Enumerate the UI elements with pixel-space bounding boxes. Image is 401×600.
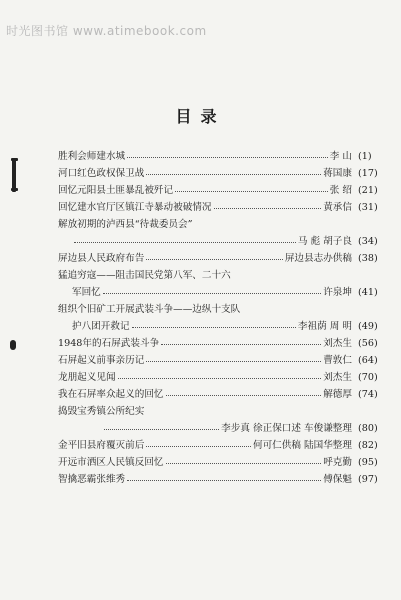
toc-entry <box>58 403 388 420</box>
binding-mark <box>10 340 16 350</box>
toc-entry-page: (49) <box>358 321 378 332</box>
toc-entry-title: 龙朋起义见闻 <box>58 372 116 383</box>
toc-entry-title: 屏边县人民政府布告 <box>58 253 145 264</box>
toc-entry-title: 我在石屏率众起义的回忆 <box>58 389 164 400</box>
toc-entry-title: 护八团开救记 <box>72 321 130 332</box>
toc-entry-page: (56) <box>358 338 378 349</box>
toc-leader-dots <box>118 377 322 379</box>
toc-entry-title: 胜利会师建水城 <box>58 151 126 162</box>
toc-entry-page: (64) <box>358 355 378 366</box>
page-title: 目录 <box>175 107 226 126</box>
toc-entry-author: 呼克勤 <box>323 457 352 468</box>
toc-leader-dots <box>214 207 322 209</box>
toc-leader-dots <box>127 479 321 481</box>
toc-leader-dots <box>103 292 321 294</box>
toc-entry <box>58 284 388 301</box>
toc-entry-title: 1948年的石屏武装斗争 <box>58 338 160 349</box>
toc-entry-author: 许泉坤 <box>323 287 352 298</box>
toc-leader-dots <box>74 241 296 243</box>
toc-entry <box>58 165 388 182</box>
toc-entry-title: 智擒恶霸张维秀 <box>58 474 126 485</box>
toc-entry-author: 曹敦仁 <box>323 355 352 366</box>
toc-entry-author: 刘杰生 <box>323 338 352 349</box>
toc-leader-dots <box>161 343 321 345</box>
toc-entry-author: 张 绍 <box>329 185 352 196</box>
toc-entry-page: (80) <box>358 423 378 434</box>
toc-entry-author: 傅保魁 <box>323 474 352 485</box>
toc-entry-title: 军回忆 <box>72 287 101 298</box>
binding-mark <box>11 188 18 191</box>
toc-entry <box>58 386 388 403</box>
toc-entry-title: 河口红色政权保卫战 <box>58 168 145 179</box>
table-of-contents <box>58 148 388 488</box>
toc-entry-author: 刘杰生 <box>323 372 352 383</box>
toc-leader-dots <box>146 258 283 260</box>
toc-entry <box>58 437 388 454</box>
toc-entry-author: 解德厚 <box>323 389 352 400</box>
toc-entry <box>58 267 388 284</box>
binding-mark <box>11 158 18 161</box>
toc-entry-title: 捣毁宝秀镇公所纪实 <box>58 406 145 417</box>
toc-entry-title: 开远市洒区人民镇反回忆 <box>58 457 164 468</box>
toc-entry-title: 组织个旧矿工开展武装斗争——边纵十支队 <box>58 304 241 315</box>
toc-entry <box>58 454 388 471</box>
toc-leader-dots <box>104 428 219 430</box>
toc-entry <box>58 318 388 335</box>
toc-entry <box>58 369 388 386</box>
toc-entry <box>58 199 388 216</box>
toc-entry <box>58 301 388 318</box>
toc-entry <box>58 216 388 233</box>
toc-entry-page: (74) <box>358 389 378 400</box>
toc-entry-title: 解放初期的泸西县“待裁委员会” <box>58 219 193 230</box>
toc-entry-page: (70) <box>358 372 378 383</box>
toc-leader-dots <box>166 394 322 396</box>
toc-entry-page: (97) <box>358 474 378 485</box>
toc-entry-title: 回忆建水官厅区镇江寺暴动被破情况 <box>58 202 212 213</box>
toc-entry-title: 金平旧县府覆灭前后 <box>58 440 145 451</box>
toc-entry-page: (31) <box>358 202 378 213</box>
toc-entry-page: (1) <box>358 151 372 162</box>
toc-entry-author: 李祖荫 周 明 <box>297 321 352 332</box>
toc-leader-dots <box>146 445 251 447</box>
toc-entry-title: 回忆元阳县土匪暴乱被歼记 <box>58 185 174 196</box>
toc-entry <box>58 250 388 267</box>
watermark: 时光图书馆 www.atimebook.com <box>6 24 207 38</box>
toc-entry-page: (41) <box>358 287 378 298</box>
toc-leader-dots <box>146 173 321 175</box>
toc-entry-page: (17) <box>358 168 378 179</box>
toc-entry-author: 蒋国康 <box>323 168 352 179</box>
toc-entry-author: 屏边县志办供稿 <box>284 253 352 264</box>
toc-entry-author: 李步真 徐正保口述 车俊谦整理 <box>221 423 352 434</box>
toc-entry <box>58 182 388 199</box>
toc-entry-page: (82) <box>358 440 378 451</box>
toc-leader-dots <box>146 360 321 362</box>
toc-entry-author: 李 山 <box>329 151 352 162</box>
toc-entry-page: (34) <box>358 236 378 247</box>
toc-leader-dots <box>132 326 296 328</box>
toc-entry-author: 何可仁供稿 陆国华整理 <box>253 440 352 451</box>
toc-entry <box>58 420 388 437</box>
toc-entry <box>58 471 388 488</box>
toc-entry <box>58 335 388 352</box>
toc-entry-page: (95) <box>358 457 378 468</box>
toc-leader-dots <box>175 190 328 192</box>
toc-leader-dots <box>127 156 328 158</box>
toc-entry <box>58 148 388 165</box>
toc-leader-dots <box>166 462 322 464</box>
toc-entry <box>58 233 388 250</box>
toc-entry-author: 黄承信 <box>323 202 352 213</box>
toc-entry-title: 猛追穷寇——阻击国民党第八军、二十六 <box>58 270 231 281</box>
toc-entry-author: 马 彪 胡子良 <box>297 236 352 247</box>
toc-entry-title: 石屏起义前事亲历记 <box>58 355 145 366</box>
toc-entry-page: (21) <box>358 185 378 196</box>
toc-entry <box>58 352 388 369</box>
binding-mark <box>12 158 16 192</box>
toc-entry-page: (38) <box>358 253 378 264</box>
